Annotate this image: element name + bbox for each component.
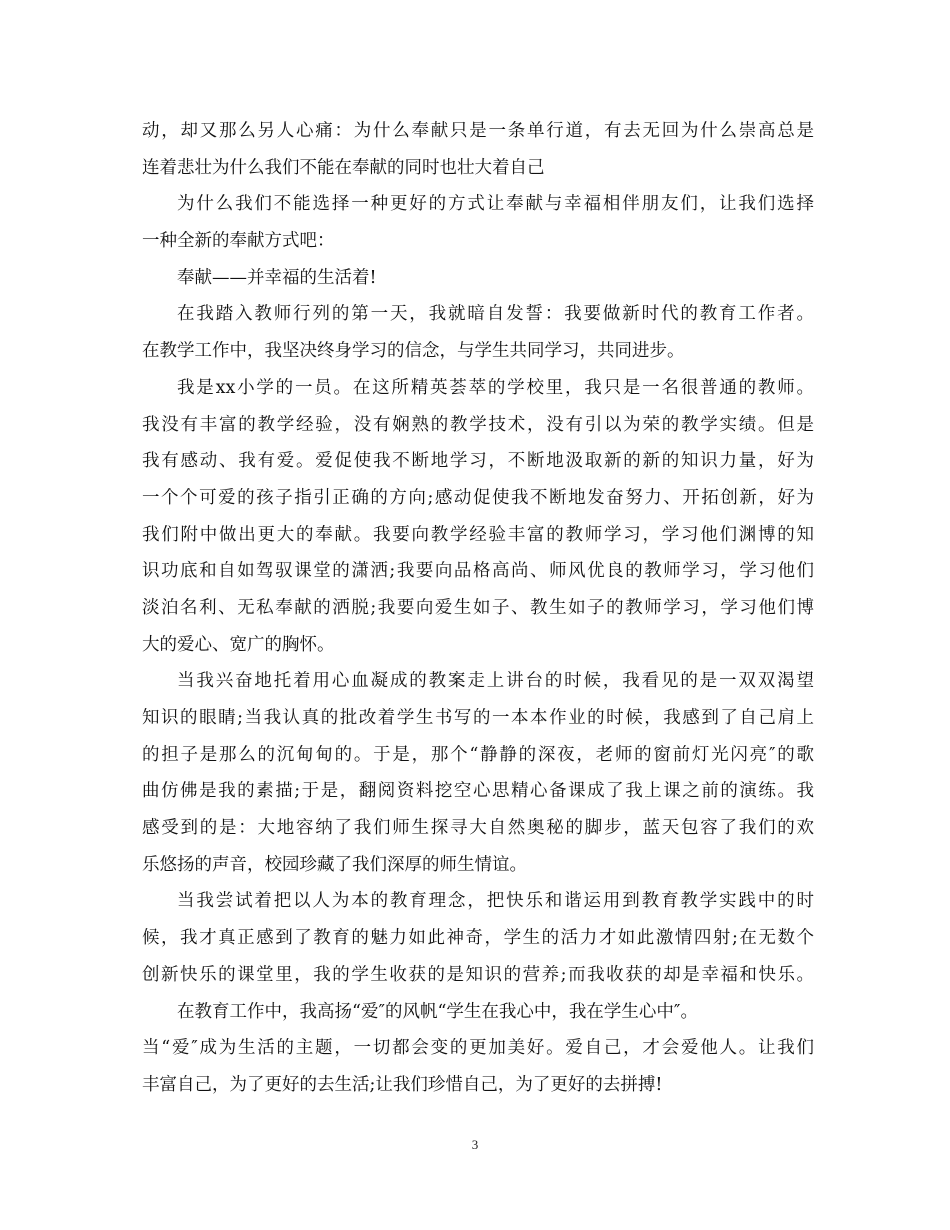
- text-line: 候，我才真正感到了教育的魅力如此神奇，学生的活力才如此激情四射;在无数个: [142, 928, 814, 949]
- text-line: 我是xx小学的一员。在这所精英荟萃的学校里，我只是一名很普通的教师。: [177, 377, 814, 398]
- text-line: 我有感动、我有爱。爱促使我不断地学习，不断地汲取新的新的知识力量，好为: [142, 451, 814, 472]
- text-line: 一种全新的奉献方式吧：: [142, 231, 335, 252]
- text-line: 创新快乐的课堂里，我的学生收获的是知识的营养;而我收获的却是幸福和快乐。: [142, 964, 814, 985]
- document-body: [142, 113, 814, 1104]
- text-line: 大的爱心、宽广的胸怀。: [142, 634, 335, 655]
- text-line: 知识的眼睛;当我认真的批改着学生书写的一本本作业的时候，我感到了自己肩上: [142, 708, 814, 728]
- text-line: 连着悲壮为什么我们不能在奉献的同时也壮大着自己: [142, 157, 545, 178]
- text-line: 当“爱″成为生活的主题，一切都会变的更加美好。爱自己，才会爱他人。让我们: [142, 1038, 814, 1059]
- text-line: 当我尝试着把以人为本的教育理念，把快乐和谐运用到教育教学实践中的时: [177, 891, 814, 912]
- text-line: 在教育工作中，我高扬“爱″的风帆“学生在我心中，我在学生心中″。: [177, 1001, 698, 1022]
- text-line: 的担子是那么的沉甸甸的。于是，那个“静静的深夜，老师的窗前灯光闪亮″的歌: [142, 744, 814, 765]
- text-line: 当我兴奋地托着用心血凝成的教案走上讲台的时候，我看见的是一双双渴望: [177, 671, 814, 692]
- text-line: 丰富自己，为了更好的去生活;让我们珍惜自己，为了更好的去拼搏!: [142, 1074, 663, 1095]
- text-line: 在我踏入教师行列的第一天，我就暗自发誓：我要做新时代的教育工作者。: [177, 304, 814, 325]
- text-line: 动，却又那么另人心痛：为什么奉献只是一条单行道，有去无回为什么崇高总是: [142, 121, 814, 141]
- text-line: 淡泊名利、无私奉献的洒脱;我要向爱生如子、教生如子的教师学习，学习他们博: [142, 597, 814, 618]
- text-line: 我们附中做出更大的奉献。我要向教学经验丰富的教师学习，学习他们渊博的知: [142, 524, 814, 545]
- text-line: 乐悠扬的声音，校园珍藏了我们深厚的师生情谊。: [142, 854, 527, 875]
- text-line: 感受到的是：大地容纳了我们师生探寻大自然奥秘的脚步，蓝天包容了我们的欢: [142, 818, 814, 839]
- text-line: 奉献——并幸福的生活着!: [177, 267, 377, 288]
- text-line: 一个个可爱的孩子指引正确的方向;感动促使我不断地发奋努力、开拓创新，好为: [142, 487, 814, 508]
- text-line: 在教学工作中，我坚决终身学习的信念，与学生共同学习，共同进步。: [142, 341, 685, 362]
- text-line: 曲仿佛是我的素描;于是，翻阅资料挖空心思精心备课成了我上课之前的演练。我: [142, 781, 814, 802]
- text-line: 我没有丰富的教学经验，没有娴熟的教学技术，没有引以为荣的教学实绩。但是: [142, 414, 814, 435]
- text-line: 识功底和自如驾驭课堂的潇洒;我要向品格高尚、师风优良的教师学习，学习他们: [142, 561, 814, 582]
- text-line: 为什么我们不能选择一种更好的方式让奉献与幸福相伴朋友们，让我们选择: [177, 194, 814, 215]
- page-number: 3: [471, 1137, 479, 1152]
